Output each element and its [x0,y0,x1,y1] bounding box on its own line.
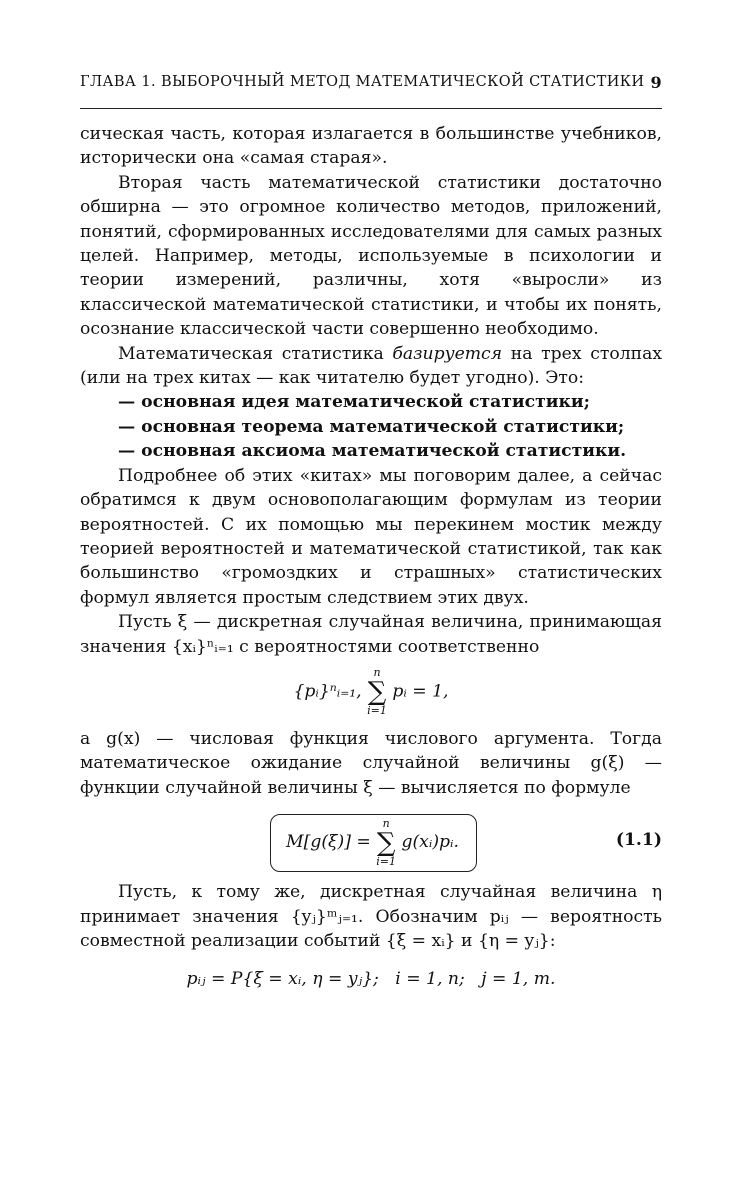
formula-joint: pᵢⱼ = P{ξ = xᵢ, η = yⱼ}; i = 1, n; j = 1, m. [186,969,556,990]
header-rule [80,108,662,109]
sum-sign: n ∑ i=1 [367,665,387,717]
paragraph-3: Математическая статистика базируется на трех столпах (или на трех китах — как читателю будет угодно). Это: [80,343,663,389]
formula-number: (1.1) [615,830,662,851]
paragraph-1: сическая часть, которая излагается в большинстве учебников, исторически она «самая старая». [80,124,662,169]
page-number: 9 [650,73,662,92]
running-header [80,74,662,90]
formula-expectation-block [80,806,662,866]
bullet-item-3: — основная аксиома математической статистики. [118,441,627,462]
paragraph-2: Вторая часть математической статистики достаточно обширна — это огромное количество методов, приложений, понятий, сформированных исследователями для самых разных целей. Например, методы, используемые в психологии и теории измерений, различны, хотя «выросли» из классической математической статистики, и чтобы их понять, осознание классической части совершенно необходимо. [80,172,662,340]
paragraph-7: Пусть, к тому же, дискретная случайная величина η принимает значения {yⱼ}ᵐⱼ₌₁. Обозначим pᵢⱼ — вероятность совместной реализации событий {ξ = xᵢ} и {η = yⱼ}: [80,882,662,951]
chapter-title: ГЛАВА 1. ВЫБОРОЧНЫЙ МЕТОД МАТЕМАТИЧЕСКОЙ СТАТИСТИКИ [80,74,645,90]
paragraph-6: а g(x) — числовая функция числового аргумента. Тогда математическое ожидание случайной величины g(ξ) — функции случайной величины ξ — вычисляется по формуле [80,728,662,798]
bullet-item-1: — основная идея математической статистики; [118,392,591,413]
formula-expectation: M[g(ξ)] = n ∑ i=1 g(xᵢ)pᵢ. [286,816,459,868]
sum-sign: n ∑ i=1 [376,816,396,868]
page-body [80,122,662,992]
emphasis-word: базируется [392,343,503,364]
formula-probabilities: {pᵢ}ⁿᵢ₌₁, n ∑ i=1 pᵢ = 1, [293,665,449,717]
paragraph-4: Подробнее об этих «китах» мы поговорим далее, а сейчас обратимся к двум основополагающим формулам из теории вероятностей. С их помощью мы перекинем мостик между теорией вероятностей и математической статистикой, так как большинство «громоздких и страшных» статистических формул является простым следствием этих двух. [80,465,662,608]
paragraph-5: Пусть ξ — дискретная случайная величина, принимающая значения {xᵢ}ⁿᵢ₌₁ с вероятностями соответственно [80,612,662,657]
bullet-item-2: — основная теорема математической статистики; [118,416,625,437]
